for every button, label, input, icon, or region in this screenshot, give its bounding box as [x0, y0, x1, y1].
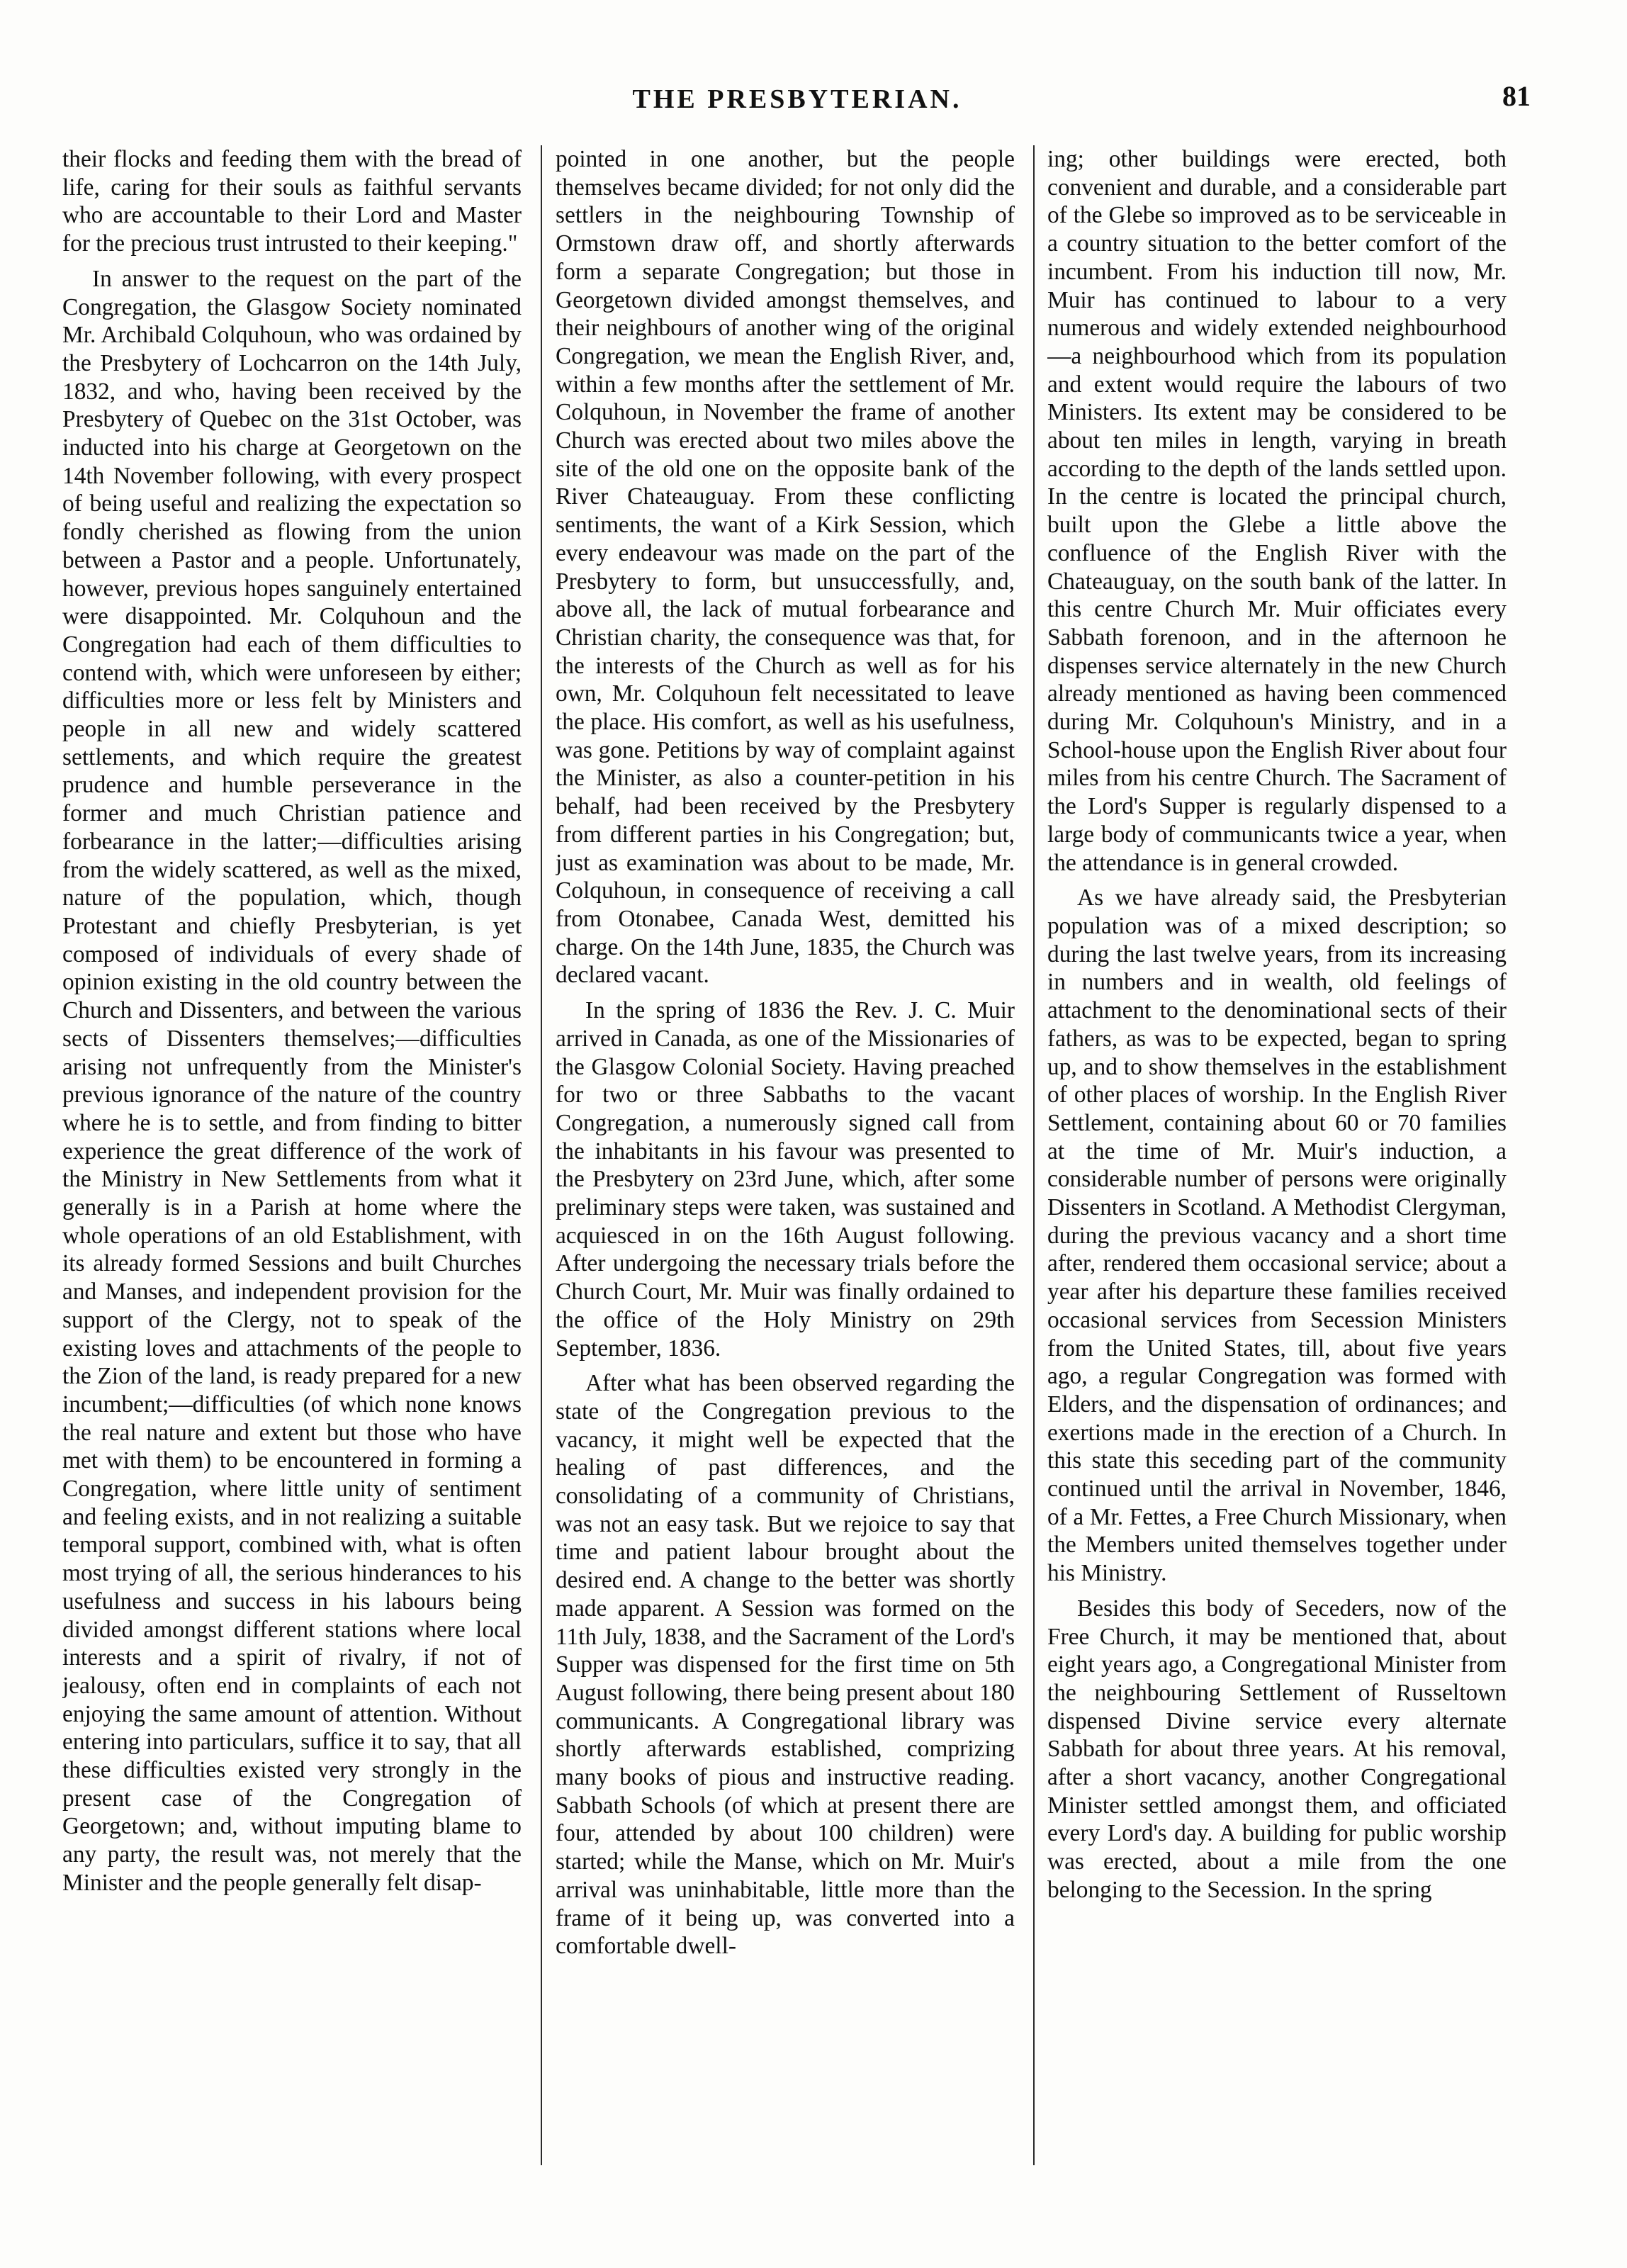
paragraph: In answer to the request on the part of the Congregation, the Glasgow Society nominated Mr. Archibald Colquhoun, who was ordained by the Presbytery of Lochcarron on the 14th July, 1832, and who, having been received by the Presbytery of Quebec on the 31st October, was inducted into his charge at Georgetown on the 14th November following, with every prospect of being useful and realizing the expectation so fondly cherished as flowing from the union between a Pastor and a people. Unfortunately, however, previous hopes sanguinely entertained were disappointed. Mr. Colquhoun and the Congregation had each of them difficulties to contend with, which were unforeseen by either; difficulties more or less felt by Ministers and people in all new and widely scattered settlements, and which require the greatest prudence and humble perseverance in the former and much Christian patience and forbearance in the latter;—difficulties arising from the widely scattered, as well as the mixed, nature of the population, which, though Protestant and chiefly Presbyterian, is yet composed of individuals of every shade of opinion existing in the old country between the Church and Dissenters, and between the various sects of Dissenters themselves;—difficulties arising not unfrequently from the Minister's previous ignorance of the nature of the country where he is to settle, and from finding to bitter experience the great difference of the work of the Ministry in New Settlements from what it generally is in a Parish at home where the whole operations of an old Establishment, with its already formed Sessions and built Churches and Manses, and independent provision for the support of the Clergy, not to speak of the existing loves and attachments of the people to the Zion of the land, is ready prepared for a new incumbent;—difficulties (of which none knows the real nature and extent but those who have met with them) to be encountered in forming a Congregation, where little unity of sentiment and feeling exists, and in not realizing a suitable temporal support, combined with, what is often most trying of all, the serious hinderances to his usefulness and success in his labours being divided amongst different stations where local interests and a spirit of rivalry, if not of jealousy, often end in complaints of each not enjoying the same amount of attention. Without entering into particulars, suffice it to say, that all these difficulties existed very strongly in the present case of the Congregation of Georgetown; and, without imputing blame to any party, the result was, not merely that the Minister and the people generally felt disap- — [62, 265, 522, 1896]
paragraph: their flocks and feeding them with the bread of life, caring for their souls as faithful servants who are accountable to their Lord and Master for the precious trust intrusted to their keeping." — [62, 146, 522, 257]
paragraph: Besides this body of Seceders, now of the Free Church, it may be mentioned that, about eight years ago, a Congregational Minister from the neighbouring Settlement of Russeltown dispensed Divine service every alternate Sabbath for about three years. At his removal, after a short vacancy, another Congregational Minister settled amongst them, and officiated every Lord's day. A building for public worship was erected, about a mile from the one belonging to the Secession. In the spring — [1047, 1595, 1507, 1903]
running-head — [64, 80, 1531, 119]
paragraph: After what has been observed regarding the state of the Congregation previous to the vacancy, it might well be expected that the healing of past differences, and the consolidating of a community of Christians, was not an easy task. But we rejoice to say that time and patient labour brought about the desired end. A change to the better was shortly made apparent. A Session was formed on the 11th July, 1838, and the Sacrament of the Lord's Supper was dispensed for the first time on 5th August following, there being present about 180 communicants. A Congregational library was shortly afterwards established, comprizing many books of pious and instructive reading. Sabbath Schools (of which at present there are four, attended by about 100 children) were started; while the Manse, which on Mr. Muir's arrival was uninhabitable, little more than the frame of it being up, was converted into a comfortable dwell- — [556, 1370, 1015, 1960]
column-divider — [541, 145, 542, 2165]
text-column-1 — [62, 145, 522, 2172]
journal-title: THE PRESBYTERIAN. — [632, 84, 962, 114]
paragraph: pointed in one another, but the people themselves became divided; for not only did the settlers in the neighbouring Township of Ormstown draw off, and shortly afterwards form a separate Congregation; but those in Georgetown divided amongst themselves, and their neighbours of another wing of the original Congregation, we mean the English River, and, within a few months after the settlement of Mr. Colquhoun, in November the frame of another Church was erected about two miles above the site of the old one on the opposite bank of the River Chateauguay. From these conflicting sentiments, the want of a Kirk Session, which every endeavour was made on the part of the Presbytery to form, but unsuccessfully, and, above all, the lack of mutual forbearance and Christian charity, the consequence was that, for the interests of the Church as well as for his own, Mr. Colquhoun felt necessitated to leave the place. His comfort, as well as his usefulness, was gone. Petitions by way of complaint against the Minister, as also a counter-petition in his behalf, had been received by the Presbytery from different parties in his Congregation; but, just as examination was about to be made, Mr. Colquhoun, in consequence of receiving a call from Otonabee, Canada West, demitted his charge. On the 14th June, 1835, the Church was declared vacant. — [556, 146, 1015, 989]
column-divider — [1033, 145, 1035, 2165]
text-column-2 — [556, 145, 1015, 2172]
paragraph: In the spring of 1836 the Rev. J. C. Muir arrived in Canada, as one of the Missionaries of the Glasgow Colonial Society. Having preached for two or three Sabbaths to the vacant Congregation, a numerously signed call from the inhabitants in his favour was presented to the Presbytery on 23rd June, which, after some preliminary steps were taken, was sustained and acquiesced in on the 16th August following. After undergoing the necessary trials before the Church Court, Mr. Muir was finally ordained to the office of the Holy Ministry on 29th September, 1836. — [556, 997, 1015, 1362]
page-number: 81 — [1502, 80, 1531, 112]
paragraph: ing; other buildings were erected, both convenient and durable, and a considerable part of the Glebe so improved as to be serviceable in a country situation to the better comfort of the incumbent. From his induction till now, Mr. Muir has continued to labour to a very numerous and widely extended neighbourhood—a neighbourhood which from its population and extent would require the labours of two Ministers. Its extent may be considered to be about ten miles in length, varying in breath according to the depth of the lands settled upon. In the centre is located the principal church, built upon the Glebe a little above the confluence of the English River with the Chateauguay, on the south bank of the latter. In this centre Church Mr. Muir officiates every Sabbath forenoon, and in the afternoon he dispenses service alternately in the new Church already mentioned as having been commenced during Mr. Colquhoun's Ministry, and in a School-house upon the English River about four miles from his centre Church. The Sacrament of the Lord's Supper is regularly dispensed to a large body of communicants twice a year, when the attendance is in general crowded. — [1047, 146, 1507, 876]
paragraph: As we have already said, the Presbyterian population was of a mixed description; so during the last twelve years, from its increasing in numbers and in wealth, old feelings of attachment to the denominational sects of their fathers, as was to be expected, began to spring up, and to show themselves in the establishment of other places of worship. In the English River Settlement, containing about 60 or 70 families at the time of Mr. Muir's induction, a considerable number of persons were originally Dissenters in Scotland. A Methodist Clergyman, during the previous vacancy and a short time after, rendered them occasional service; about a year after his departure these families received occasional services from Secession Ministers from the United States, till, about five years ago, a regular Congregation was formed with Elders, and the dispensation of ordinances; and exertions made in the erection of a Church. In this state this seceding part of the community continued until the arrival in November, 1846, of a Mr. Fettes, a Free Church Missionary, when the Members united themselves together under his Ministry. — [1047, 885, 1507, 1587]
text-column-3 — [1047, 145, 1507, 2172]
